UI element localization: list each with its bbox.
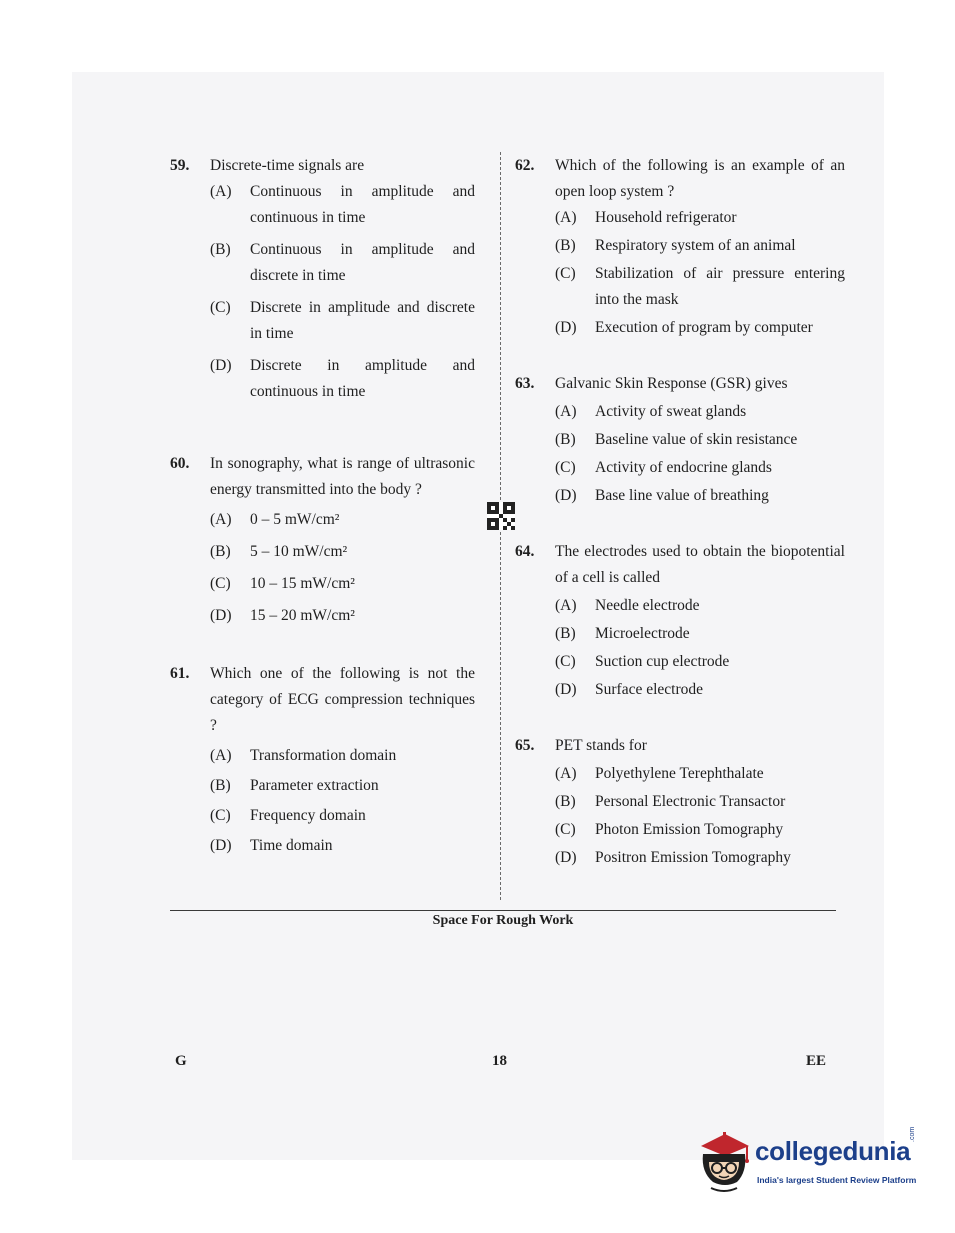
option-c (555, 261, 845, 313)
question-60 (170, 451, 475, 629)
option-letter: (B) (555, 431, 576, 448)
option-text: Activity of endocrine glands (595, 459, 772, 476)
option-letter: (C) (555, 821, 576, 838)
option-d (210, 353, 475, 405)
option-a (555, 399, 845, 425)
option-letter: (B) (210, 777, 231, 794)
option-b (555, 233, 845, 259)
question-63 (515, 371, 845, 509)
option-b (210, 237, 475, 289)
right-column (515, 153, 845, 893)
question-61 (170, 661, 475, 859)
question-64 (515, 539, 845, 703)
option-letter: (D) (555, 849, 577, 866)
rough-work-divider (170, 910, 836, 911)
option-b (210, 539, 475, 565)
option-text: Transformation domain (250, 747, 397, 764)
option-letter: (C) (210, 299, 231, 316)
option-c (555, 455, 845, 481)
option-c (210, 803, 475, 829)
option-c (210, 571, 475, 597)
graduate-mascot-icon (695, 1128, 753, 1196)
option-text: Parameter extraction (250, 777, 379, 794)
question-number: 61. (170, 665, 190, 682)
page-number: 18 (492, 1053, 507, 1069)
option-letter: (D) (210, 837, 232, 854)
option-a (555, 761, 845, 787)
brand-name: collegedunia (755, 1136, 911, 1166)
option-c (210, 295, 475, 347)
option-text: Time domain (250, 837, 333, 854)
option-text: Microelectrode (595, 625, 690, 642)
option-letter: (B) (555, 237, 576, 254)
option-c (555, 817, 845, 843)
question-text: Which one of the following is not the category of ECG compression techniques ? (210, 665, 475, 734)
option-text: Continuous in amplitude and discrete in time (250, 241, 475, 284)
collegedunia-watermark (695, 1128, 935, 1198)
option-text: 5 – 10 mW/cm² (250, 543, 348, 560)
option-a (210, 743, 475, 769)
option-text: Baseline value of skin resistance (595, 431, 798, 448)
option-letter: (D) (210, 607, 232, 624)
option-letter: (A) (555, 403, 577, 420)
question-number: 60. (170, 455, 190, 472)
option-letter: (D) (555, 487, 577, 504)
option-text: 0 – 5 mW/cm² (250, 511, 340, 528)
option-letter: (D) (210, 357, 232, 374)
option-text: Activity of sweat glands (595, 403, 747, 420)
option-d (555, 845, 845, 871)
option-text: Suction cup electrode (595, 653, 730, 670)
option-d (555, 677, 845, 703)
question-text: Discrete-time signals are (210, 157, 365, 174)
option-letter: (C) (555, 265, 576, 282)
brand-domain: .com (909, 1126, 916, 1142)
option-text: Personal Electronic Transactor (595, 793, 786, 810)
option-letter: (B) (210, 241, 231, 258)
option-c (555, 649, 845, 675)
option-text: 10 – 15 mW/cm² (250, 575, 355, 592)
option-letter: (A) (210, 747, 232, 764)
option-text: Photon Emission Tomography (595, 821, 784, 838)
brand-tagline: India's largest Student Review Platform (757, 1175, 917, 1185)
option-letter: (A) (210, 511, 232, 528)
question-65 (515, 733, 845, 871)
option-letter: (A) (555, 209, 577, 226)
question-text: The electrodes used to obtain the biopotential of a cell is called (555, 543, 845, 586)
question-number: 63. (515, 375, 535, 392)
booklet-series: G (175, 1053, 187, 1069)
option-text: Discrete in amplitude and continuous in time (250, 357, 475, 400)
option-letter: (A) (210, 183, 232, 200)
question-number: 65. (515, 737, 535, 754)
question-text: PET stands for (555, 737, 647, 754)
option-b (555, 427, 845, 453)
option-letter: (C) (555, 459, 576, 476)
option-d (210, 833, 475, 859)
option-letter: (B) (555, 625, 576, 642)
option-a (555, 593, 845, 619)
left-column (170, 153, 475, 881)
option-text: Needle electrode (595, 597, 700, 614)
option-text: Base line value of breathing (595, 487, 769, 504)
question-62 (515, 153, 845, 341)
question-number: 62. (515, 157, 535, 174)
option-d (210, 603, 475, 629)
option-letter: (A) (555, 765, 577, 782)
option-letter: (B) (555, 793, 576, 810)
question-text: Which of the following is an example of an open loop system ? (555, 157, 845, 200)
question-59 (170, 153, 475, 405)
question-number: 59. (170, 157, 190, 174)
option-text: Continuous in amplitude and continuous in time (250, 183, 475, 226)
option-letter: (B) (210, 543, 231, 560)
rough-work-label: Space For Rough Work (432, 913, 574, 928)
option-b (555, 789, 845, 815)
option-text: 15 – 20 mW/cm² (250, 607, 355, 624)
option-b (210, 773, 475, 799)
option-text: Positron Emission Tomography (595, 849, 791, 866)
option-letter: (C) (210, 807, 231, 824)
question-number: 64. (515, 543, 535, 560)
option-a (210, 179, 475, 231)
option-text: Discrete in amplitude and discrete in time (250, 299, 475, 342)
question-text: In sonography, what is range of ultrasonic energy transmitted into the body ? (210, 455, 475, 498)
option-d (555, 483, 845, 509)
option-letter: (C) (555, 653, 576, 670)
option-letter: (A) (555, 597, 577, 614)
option-letter: (D) (555, 681, 577, 698)
qr-code-icon (487, 502, 515, 530)
option-d (555, 315, 845, 341)
option-text: Frequency domain (250, 807, 366, 824)
option-letter: (C) (210, 575, 231, 592)
option-text: Surface electrode (595, 681, 704, 698)
option-text: Polyethylene Terephthalate (595, 765, 764, 782)
subject-code: EE (806, 1053, 827, 1069)
option-letter: (D) (555, 319, 577, 336)
option-a (555, 205, 845, 231)
option-text: Respiratory system of an animal (595, 237, 796, 254)
option-text: Execution of program by computer (595, 319, 813, 336)
question-text: Galvanic Skin Response (GSR) gives (555, 375, 788, 392)
option-text: Stabilization of air pressure entering into the mask (595, 265, 845, 308)
option-text: Household refrigerator (595, 209, 737, 226)
option-a (210, 507, 475, 533)
option-b (555, 621, 845, 647)
